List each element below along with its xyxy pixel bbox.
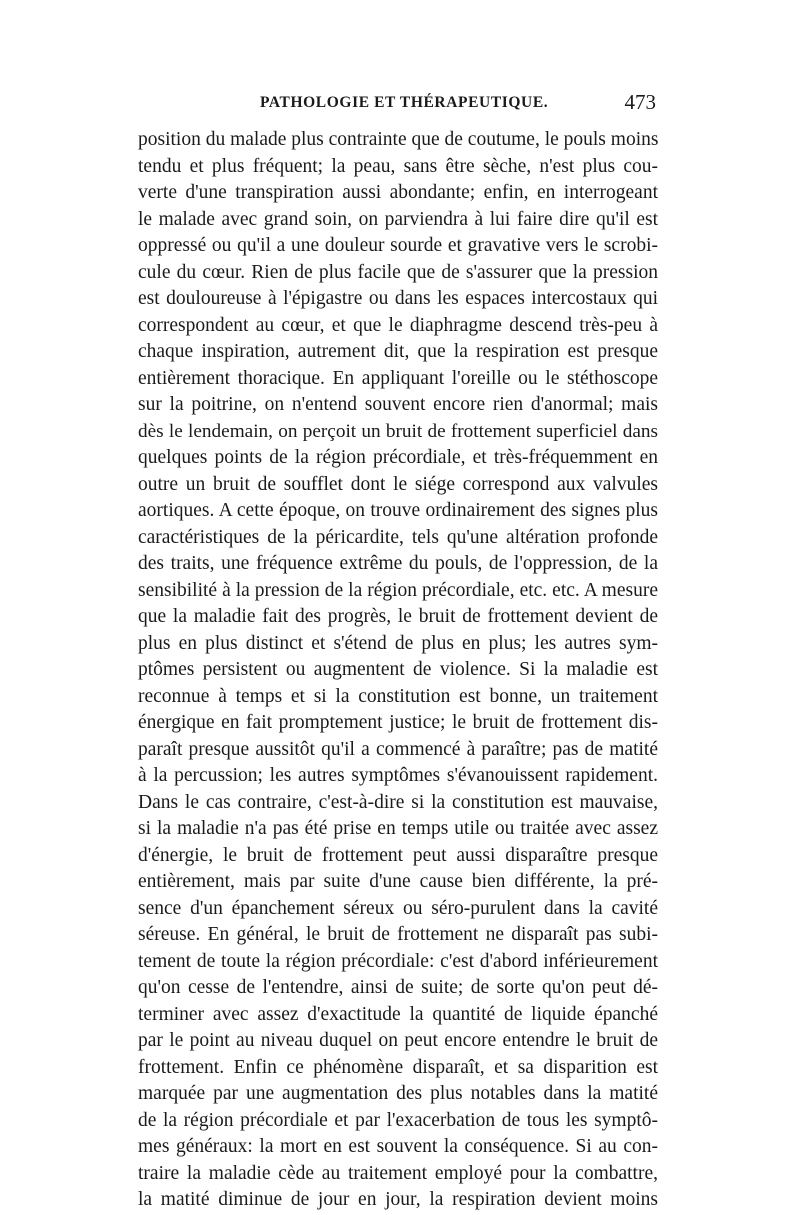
text-line: par le point au niveau duquel on peut encore entendre le bruit de: [138, 1030, 658, 1051]
text-line: chaque inspiration, autrement dit, que la respiration est presque: [138, 341, 658, 362]
text-line: Dans le cas contraire, c'est-à-dire si la constitution est mauvaise,: [138, 791, 658, 813]
text-line: de la région précordiale et par l'exacerbation de tous les symptô-: [138, 1109, 658, 1131]
text-line: le malade avec grand soin, on parviendra à lui faire dire qu'il est: [138, 208, 658, 230]
text-line: position du malade plus contrainte que de coutume, le pouls moins: [138, 129, 658, 150]
text-line: si la maladie n'a pas été prise en temps utile ou traitée avec assez: [138, 818, 658, 839]
text-line: quelques points de la région précordiale, et très-fréquemment en: [138, 447, 658, 468]
text-line: sur la poitrine, on n'entend souvent encore rien d'anormal; mais: [138, 394, 658, 415]
text-line: énergique en fait promptement justice; le bruit de frottement dis-: [138, 712, 658, 733]
text-line: séreuse. En général, le bruit de frottement ne disparaît pas subi-: [138, 924, 658, 945]
text-line: oppressé ou qu'il a une douleur sourde et gravative vers le scrobi-: [138, 235, 658, 256]
running-title: PATHOLOGIE ET THÉRAPEUTIQUE.: [260, 94, 549, 111]
text-line: qu'on cesse de l'entendre, ainsi de suite; de sorte qu'on peut dé-: [138, 977, 658, 998]
text-line: aortiques. A cette époque, on trouve ordinairement des signes plus: [138, 500, 658, 521]
text-line: est douloureuse à l'épigastre ou dans les espaces intercostaux qui: [138, 288, 658, 309]
text-line: tement de toute la région précordiale: c'est d'abord inférieurement: [138, 950, 658, 972]
text-line: correspondent au cœur, et que le diaphragme descend très-peu à: [138, 314, 658, 336]
text-line: mes généraux: la mort en est souvent la conséquence. Si au con-: [138, 1136, 658, 1157]
text-line: à la percussion; les autres symptômes s'évanouissent rapidement.: [138, 765, 658, 786]
running-head: [138, 92, 658, 122]
text-line: la matité diminue de jour en jour, la respiration devient moins: [138, 1189, 658, 1210]
text-line: tendu et plus fréquent; la peau, sans être sèche, n'est plus cou-: [138, 155, 658, 177]
text-line: plus en plus distinct et s'étend de plus en plus; les autres sym-: [138, 632, 658, 654]
text-line: caractéristiques de la péricardite, tels qu'une altération profonde: [138, 526, 658, 548]
text-line: terminer avec assez d'exactitude la quantité de liquide épanché: [138, 1003, 658, 1025]
text-line: ptômes persistent ou augmentent de violence. Si la maladie est: [138, 659, 658, 680]
text-line: d'énergie, le bruit de frottement peut aussi disparaître presque: [138, 844, 658, 866]
page-number: 473: [624, 90, 656, 114]
text-line: entièrement, mais par suite d'une cause bien différente, la pré-: [138, 871, 658, 892]
text-line: frottement. Enfin ce phénomène disparaît, et sa disparition est: [138, 1056, 658, 1078]
text-line: reconnue à temps et si la constitution est bonne, un traitement: [138, 685, 658, 707]
text-line: paraît presque aussitôt qu'il a commencé à paraître; pas de matité: [138, 738, 658, 760]
body-text: [138, 127, 658, 1214]
text-line: dès le lendemain, on perçoit un bruit de frottement superficiel dans: [138, 420, 658, 442]
text-line: des traits, une fréquence extrême du pouls, de l'oppression, de la: [138, 553, 658, 574]
text-line: outre un bruit de soufflet dont le siége correspond aux valvules: [138, 473, 658, 495]
text-line: traire la maladie cède au traitement employé pour la combattre,: [138, 1162, 658, 1184]
text-line: verte d'une transpiration aussi abondante; enfin, en interrogeant: [138, 182, 658, 203]
text-line: que la maladie fait des progrès, le bruit de frottement devient de: [138, 606, 658, 627]
text-line: entièrement thoracique. En appliquant l'oreille ou le stéthoscope: [138, 367, 658, 389]
text-line: marquée par une augmentation des plus notables dans la matité: [138, 1083, 658, 1104]
text-line: sensibilité à la pression de la région précordiale, etc. etc. A mesure: [138, 579, 658, 601]
text-line: sence d'un épanchement séreux ou séro-purulent dans la cavité: [138, 897, 658, 919]
text-line: cule du cœur. Rien de plus facile que de s'assurer que la pression: [138, 261, 658, 283]
